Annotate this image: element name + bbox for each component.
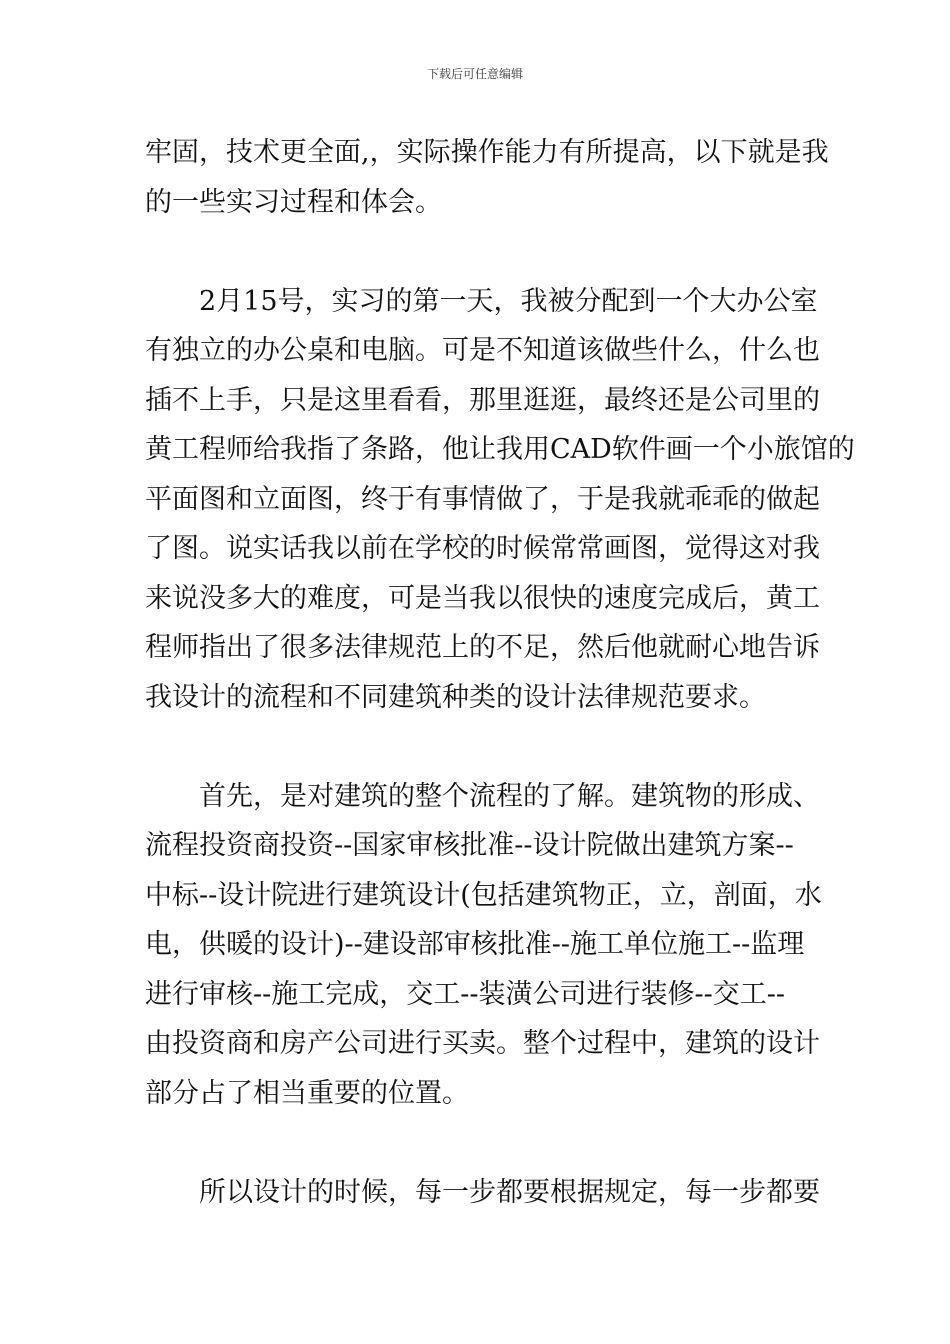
text-line: 了图。说实话我以前在学校的时候常常画图，觉得这对我: [145, 533, 820, 564]
text-line: 流程投资商投资--国家审核批准--设计院做出建筑方案--: [145, 830, 794, 861]
text-line: 牢固，技术更全面,，实际操作能力有所提高，以下就是我: [145, 137, 829, 168]
text-line: 进行审核--施工完成，交工--装潢公司进行装修--交工--: [145, 978, 785, 1010]
text-line: 2月15号，实习的第一天，我被分配到一个大办公室: [145, 285, 818, 317]
paragraph-gap: [145, 1118, 810, 1168]
document-body: [145, 128, 855, 1217]
text-line: 来说没多大的难度，可是当我以很快的速度完成后，黄工: [145, 582, 820, 614]
text-line: 有独立的办公桌和电脑。可是不知道该做些什么，什么也: [145, 335, 820, 366]
text-line: 中标--设计院进行建筑设计(包括建筑物正，立，剖面，水: [145, 879, 822, 911]
paragraph-gap: [145, 227, 810, 277]
text-line: 首先，是对建筑的整个流程的了解。建筑物的形成、: [145, 780, 820, 812]
text-line: 由投资商和房产公司进行买卖。整个过程中，建筑的设计: [145, 1028, 820, 1059]
text-line: 平面图和立面图，终于有事情做了，于是我就乖乖的做起: [145, 483, 820, 515]
text-line: 部分占了相当重要的位置。: [145, 1077, 469, 1109]
paragraph-gap: [145, 722, 810, 772]
text-line: 程师指出了很多法律规范上的不足，然后他就耐心地告诉: [145, 632, 820, 663]
text-line: 电，供暖的设计)--建设部审核批准--施工单位施工--监理: [145, 929, 805, 960]
text-line: 插不上手，只是这里看看，那里逛逛，最终还是公司里的: [145, 384, 820, 416]
text-line: 所以设计的时候，每一步都要根据规定，每一步都要: [145, 1176, 820, 1208]
text-line: 的一些实习过程和体会。: [145, 186, 442, 218]
text-line: 我设计的流程和不同建筑种类的设计法律规范要求。: [145, 681, 766, 713]
page-header: 下载后可任意编辑: [426, 67, 523, 81]
text-line: 黄工程师给我指了条路，他让我用CAD软件画一个小旅馆的: [145, 434, 855, 465]
